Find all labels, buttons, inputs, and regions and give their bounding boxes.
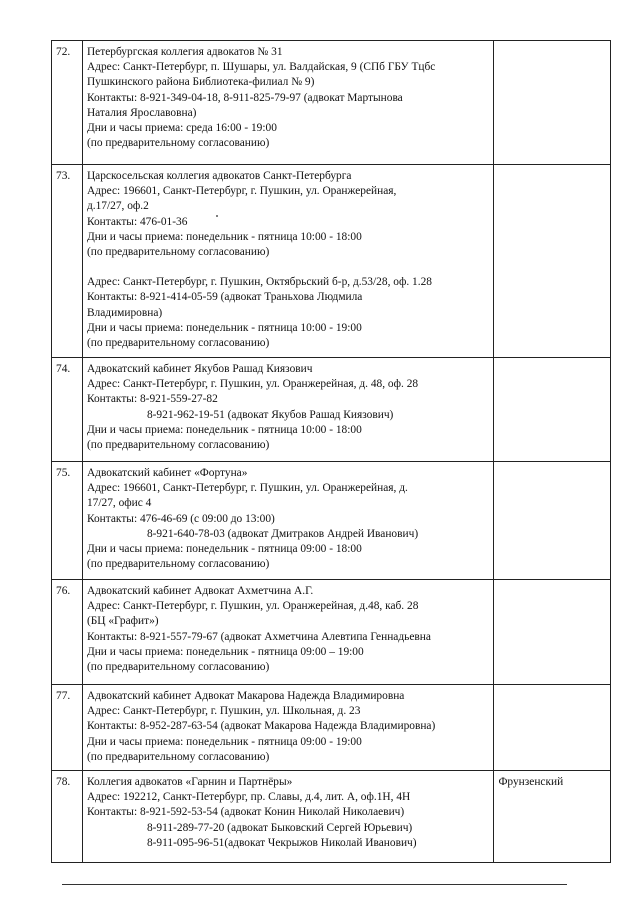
- contacts-line: Контакты: 476-46-69 (с 09:00 до 13:00): [86, 512, 275, 525]
- organization-name: Адвокатский кабинет Адвокат Макарова Надежда Владимировна: [86, 690, 405, 702]
- district-cell: [494, 462, 611, 580]
- address-line: Адрес: Санкт-Петербург, г. Пушкин, ул. Оранжерейная, д.48, каб. 28: [86, 600, 419, 613]
- row-number: 74.: [52, 358, 83, 462]
- organization-name: Адвокатский кабинет Адвокат Ахметчина А.Г.: [86, 585, 314, 597]
- address-line: (БЦ «Графит»): [86, 615, 159, 628]
- address-line: Адрес: Санкт-Петербург, п. Шушары, ул. Валдайская, 9 (СПб ГБУ Тцбс: [86, 61, 436, 74]
- note-line: (по предварительному согласованию): [86, 661, 270, 674]
- contacts-line: Контакты: 8-921-349-04-18, 8-911-825-79-97 (адвокат Мартынова: [86, 91, 403, 104]
- hours-line: Дни и часы приема: среда 16:00 - 19:00: [86, 122, 277, 135]
- contacts-line: Контакты: 8-921-592-53-54 (адвокат Конин Николай Николаевич): [86, 806, 405, 819]
- note-line: (по предварительному согласованию): [86, 439, 270, 452]
- address-line: д.17/27, оф.2: [86, 200, 149, 213]
- organization-name: Коллегия адвокатов «Гарнин и Партнёры»: [86, 776, 293, 788]
- contacts-line: Владимировна): [86, 306, 163, 319]
- entry-info: [82, 358, 494, 462]
- table-row: [52, 358, 611, 462]
- table-row: [52, 685, 611, 771]
- district-cell: [494, 771, 611, 863]
- organization-name: Царскосельская коллегия адвокатов Санкт-Петербурга: [86, 170, 352, 182]
- contacts-line: Контакты: 8-921-557-79-67 (адвокат Ахметчина Алевтипа Геннадьевна: [86, 630, 431, 643]
- row-number: 78.: [52, 771, 83, 863]
- hours-line: Дни и часы приема: понедельник - пятница 10:00 - 18:00: [86, 230, 362, 243]
- note-line: (по предварительному согласованию): [86, 337, 270, 350]
- contacts-line: Контакты: 8-921-414-05-59 (адвокат Траньхова Людмила: [86, 291, 363, 304]
- address-line: Пушкинского района Библиотека-филиал № 9): [86, 76, 315, 89]
- organization-name: Адвокатский кабинет «Фортуна»: [86, 467, 248, 479]
- spacer: [87, 260, 490, 275]
- organization-name: Петербургская коллегия адвокатов № 31: [86, 46, 283, 58]
- note-line: (по предварительному согласованию): [86, 137, 270, 150]
- row-number: 76.: [52, 580, 83, 685]
- note-line: (по предварительному согласованию): [86, 246, 270, 259]
- district-cell: [494, 165, 611, 358]
- hours-line: Дни и часы приема: понедельник - пятница 10:00 - 19:00: [86, 321, 362, 334]
- entry-info: [82, 771, 494, 863]
- table-row: [52, 462, 611, 580]
- address-line: Адрес: Санкт-Петербург, г. Пушкин, Октябрьский б-р, д.53/28, оф. 1.28: [86, 276, 432, 289]
- contacts-line: Контакты: 8-921-559-27-82: [86, 393, 218, 406]
- lawyers-table: [51, 40, 611, 863]
- hours-line: Дни и часы приема: понедельник - пятница 09:00 - 18:00: [86, 543, 362, 556]
- entry-info: [82, 462, 494, 580]
- table-row: [52, 580, 611, 685]
- entry-info: [82, 165, 494, 358]
- row-number: 72.: [52, 41, 83, 165]
- table-row: [52, 41, 611, 165]
- table-row: [52, 165, 611, 358]
- row-number: 73.: [52, 165, 83, 358]
- address-line: Адрес: Санкт-Петербург, г. Пушкин, ул. Школьная, д. 23: [86, 705, 361, 718]
- contacts-line: 8-911-095-96-51(адвокат Чекрыжов Николай Иванович): [146, 836, 417, 849]
- table-row: [52, 771, 611, 863]
- contacts-line: 8-921-962-19-51 (адвокат Якубов Рашад Киязович): [146, 408, 394, 421]
- contacts-line: 8-911-289-77-20 (адвокат Быковский Сергей Юрьевич): [146, 821, 413, 834]
- entry-info: [82, 580, 494, 685]
- contacts-line: Наталия Ярославовна): [86, 106, 197, 119]
- scan-dot: [216, 215, 218, 217]
- district-cell: [494, 685, 611, 771]
- address-line: Адрес: Санкт-Петербург, г. Пушкин, ул. Оранжерейная, д. 48, оф. 28: [86, 378, 419, 391]
- organization-name: Адвокатский кабинет Якубов Рашад Киязович: [86, 363, 313, 375]
- district-name: Фрунзенский: [498, 776, 564, 788]
- hours-line: Дни и часы приема: понедельник - пятница 10:00 - 18:00: [86, 423, 362, 436]
- district-cell: [494, 358, 611, 462]
- address-line: Адрес: 196601, Санкт-Петербург, г. Пушкин, ул. Оранжерейная,: [86, 185, 397, 198]
- district-cell: [494, 41, 611, 165]
- address-line: Адрес: 196601, Санкт-Петербург, г. Пушкин, ул. Оранжерейная, д.: [86, 482, 408, 495]
- contacts-line: Контакты: 476-01-36: [86, 215, 188, 228]
- note-line: (по предварительному согласованию): [86, 558, 270, 571]
- contacts-line: 8-921-640-78-03 (адвокат Дмитраков Андрей Иванович): [146, 527, 419, 540]
- hours-line: Дни и часы приема: понедельник - пятница 09:00 – 19:00: [86, 645, 364, 658]
- hours-line: Дни и часы приема: понедельник - пятница 09:00 - 19:00: [86, 735, 362, 748]
- address-line: 17/27, офис 4: [86, 497, 152, 510]
- row-number: 75.: [52, 462, 83, 580]
- district-cell: [494, 580, 611, 685]
- address-line: Адрес: 192212, Санкт-Петербург, пр. Славы, д.4, лит. А, оф.1Н, 4Н: [86, 791, 411, 804]
- contacts-line: Контакты: 8-952-287-63-54 (адвокат Макарова Надежда Владимировна): [86, 720, 436, 733]
- bottom-rule: [62, 884, 567, 885]
- entry-info: [82, 685, 494, 771]
- entry-info: [82, 41, 494, 165]
- row-number: 77.: [52, 685, 83, 771]
- note-line: (по предварительному согласованию): [86, 750, 270, 763]
